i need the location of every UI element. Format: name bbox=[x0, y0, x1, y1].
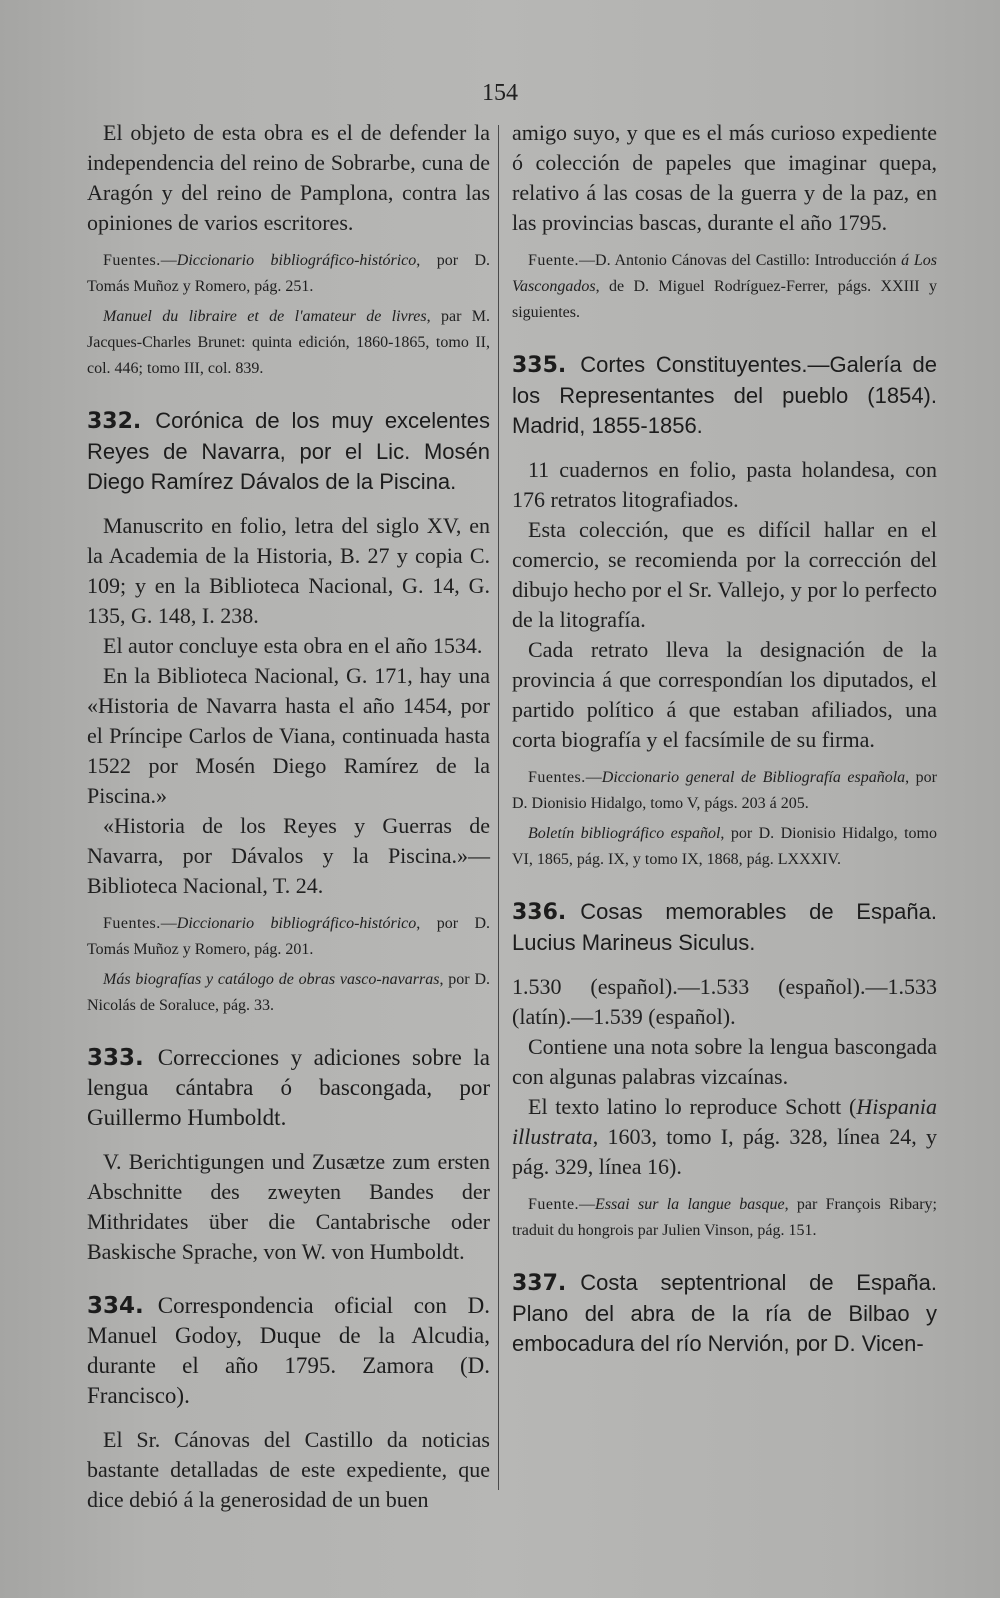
source-title: á Los Vascongados bbox=[512, 252, 938, 295]
right-column bbox=[512, 118, 937, 1373]
entry-paragraph: Manuscrito en folio, letra del siglo XV, en la Academia de la Historia, B. 27 y copia C. 109; y en la Biblioteca Nacional, G. 14, G. 135, G. 148, I. 238. bbox=[87, 513, 490, 628]
source-label: Fuentes. bbox=[528, 769, 586, 786]
entry-335 bbox=[512, 350, 937, 873]
entry-title-text: Correcciones y adiciones sobre la lengua cántabra ó bascongada, por Guillermo Humboldt. bbox=[87, 1045, 490, 1130]
entry-333 bbox=[87, 1043, 490, 1267]
source-details: , par M. Jacques-Charles Brunet: quinta edición, 1860-1865, tomo II, col. 446; tomo III, col. 839. bbox=[87, 308, 491, 377]
entry-paragraph: V. Berichtigungen und Zusætze zum ersten Abschnitte des zweyten Bandes der Mithridates über die Cantabrische oder Baskische Sprache, von W. von Humboldt. bbox=[87, 1149, 490, 1264]
source-title: Diccionario general de Bibliografía española bbox=[601, 769, 906, 786]
entry-number: 334. bbox=[87, 1293, 144, 1319]
source-details: , por D. Dionisio Hidalgo, tomo VI, 1865, pág. IX, y tomo IX, 1868, pág. LXXXIV. bbox=[512, 825, 937, 868]
column-divider bbox=[498, 125, 499, 1490]
entry-paragraph: Cada retrato lleva la designación de la provincia á que correspondían los diputados, el partido político á que estaban afiliados, una corta biografía y el facsímile de su firma. bbox=[512, 637, 937, 752]
paragraph-text: El texto latino lo reproduce Schott ( bbox=[528, 1094, 857, 1119]
entry-title-text: Corónica de los muy excelentes Reyes de Navarra, por el Lic. Mosén Diego Ramírez Dávalos de la Piscina. bbox=[87, 408, 490, 494]
entry-number: 332. bbox=[87, 409, 142, 434]
source-note bbox=[87, 304, 490, 382]
entry-paragraph: En la Biblioteca Nacional, G. 171, hay una «Historia de Navarra hasta el año 1454, por el Príncipe Carlos de Viana, continuada hasta 1522 por Mosén Diego Ramírez de la Piscina.» bbox=[87, 663, 490, 808]
left-column bbox=[87, 118, 490, 1515]
intro-sources bbox=[87, 248, 490, 382]
source-title: Diccionario bibliográfico-histórico bbox=[176, 252, 417, 269]
entry-title bbox=[512, 897, 937, 958]
source-title: Essai sur la langue basque bbox=[595, 1196, 785, 1213]
source-details: , por D. Nicolás de Soraluce, pág. 33. bbox=[87, 971, 490, 1014]
source-note bbox=[87, 967, 490, 1019]
paragraph-text: , 1603, tomo I, pág. 328, línea 24, y pág. 329, línea 16). bbox=[512, 1124, 937, 1179]
entry-title bbox=[87, 1043, 490, 1133]
entry-title-text: Correspondencia oficial con D. Manuel Godoy, Duque de la Alcudia, durante el año 1795. Zamora (D. Francisco). bbox=[87, 1293, 490, 1408]
entry-title bbox=[87, 1291, 490, 1411]
source-note bbox=[512, 248, 937, 326]
entry-title bbox=[512, 1268, 937, 1359]
entry-paragraph: Esta colección, que es difícil hallar en el comercio, se recomienda por la corrección del dibujo hecho por el Sr. Vallejo, y por lo perfecto de la litografía. bbox=[512, 517, 937, 632]
entry-332 bbox=[87, 406, 490, 1019]
source-title: Boletín bibliográfico español bbox=[528, 825, 721, 842]
continued-paragraph: amigo suyo, y que es el más curioso expediente ó colección de papeles que imaginar quepa, relativo á las cosas de la guerra y de la paz, en las provincias bascas, durante el año 1795. bbox=[512, 120, 937, 235]
source-note: Fuentes.—Diccionario bibliográfico-histórico, por D. Tomás Muñoz y Romero, pág. 251. bbox=[87, 252, 491, 295]
source-note bbox=[512, 821, 937, 873]
entry-title-text: Cortes Constituyentes.—Galería de los Representantes del pueblo (1854). Madrid, 1855-1856. bbox=[512, 352, 937, 438]
source-details: , por D. Tomás Muñoz y Romero, pág. 201. bbox=[87, 915, 491, 958]
entry-334 bbox=[87, 1291, 490, 1515]
entry-paragraph: El autor concluye esta obra en el año 1534. bbox=[103, 633, 483, 658]
source-details: , de D. Miguel Rodríguez-Ferrer, págs. XXIII y siguientes. bbox=[512, 278, 937, 321]
entry-paragraph: 1.530 (español).—1.533 (español).—1.533 (latín).—1.539 (español). bbox=[512, 974, 937, 1029]
entry-paragraph: 11 cuadernos en folio, pasta holandesa, con 176 retratos litografiados. bbox=[512, 457, 937, 512]
intro-paragraph: El objeto de esta obra es el de defender la independencia del reino de Sobrarbe, cuna de Aragón y del reino de Pamplona, contra las opiniones de varios escritores. bbox=[87, 120, 490, 235]
entry-number: 337. bbox=[512, 1271, 567, 1296]
source-note: Fuentes.—Diccionario bibliográfico-histórico, por D. Tomás Muñoz y Romero, pág. 201. bbox=[87, 915, 491, 958]
entry-number: 333. bbox=[87, 1045, 144, 1071]
entry-title-text: Cosas memorables de España. Lucius Marineus Siculus. bbox=[512, 899, 937, 955]
entry-paragraph: El Sr. Cánovas del Castillo da noticias bastante detalladas de este expediente, que dice debió á la generosidad de un buen bbox=[87, 1427, 490, 1512]
entry-number: 336. bbox=[512, 900, 567, 925]
source-details: , par François Ribary; traduit du hongrois par Julien Vinson, pág. 151. bbox=[512, 1196, 937, 1239]
source-label: Fuente. bbox=[528, 252, 580, 269]
entry-336 bbox=[512, 897, 937, 1244]
source-title: Más biografías y catálogo de obras vasco-navarras bbox=[103, 971, 440, 988]
entry-paragraph: Contiene una nota sobre la lengua bascongada con algunas palabras vizcaínas. bbox=[512, 1034, 937, 1089]
source-note: Fuente.—Essai sur la langue basque, par François Ribary; traduit du hongrois par Julien Vinson, pág. 151. bbox=[512, 1196, 937, 1239]
entry-paragraph bbox=[512, 1092, 937, 1182]
entry-337 bbox=[512, 1268, 937, 1359]
source-details: , por D. Tomás Muñoz y Romero, pág. 251. bbox=[87, 252, 491, 295]
entry-title bbox=[512, 350, 937, 441]
source-details: —D. Antonio Cánovas del Castillo: Introducción bbox=[579, 252, 902, 269]
source-title: Diccionario bibliográfico-histórico bbox=[176, 915, 417, 932]
source-details: , por D. Dionisio Hidalgo, tomo V, págs. 203 á 205. bbox=[512, 769, 938, 812]
source-title: Manuel du libraire et de l'amateur de livres bbox=[103, 308, 427, 325]
entry-title bbox=[87, 406, 490, 497]
page-number: 154 bbox=[482, 80, 518, 106]
cited-title: Hispania illustrata bbox=[512, 1094, 937, 1149]
source-note: Fuentes.—Diccionario general de Bibliografía española, por D. Dionisio Hidalgo, tomo V, págs. 203 á 205. bbox=[512, 769, 938, 812]
source-label: Fuentes. bbox=[103, 252, 161, 269]
entry-number: 335. bbox=[512, 353, 567, 378]
source-label: Fuentes. bbox=[103, 915, 161, 932]
source-label: Fuente. bbox=[528, 1196, 580, 1213]
entry-title-text: Costa septentrional de España. Plano del abra de la ría de Bilbao y embocadura del río Nervión, por D. Vicen- bbox=[512, 1270, 937, 1356]
entry-paragraph: «Historia de los Reyes y Guerras de Navarra, por Dávalos y la Piscina.»—Biblioteca Nacional, T. 24. bbox=[87, 813, 490, 898]
